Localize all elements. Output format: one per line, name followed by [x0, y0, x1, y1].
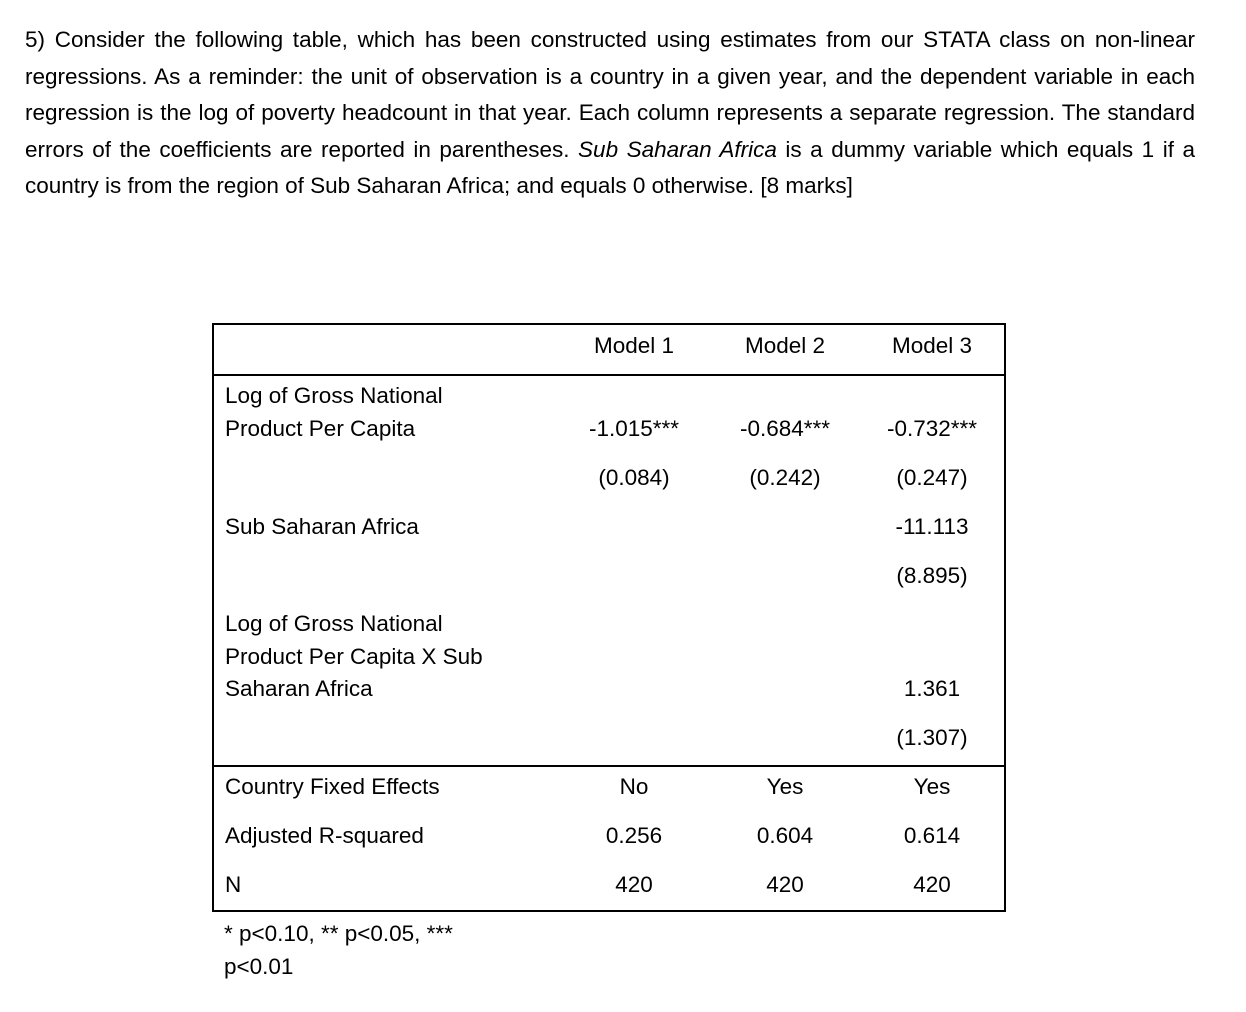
row-label-n: N [225, 872, 242, 897]
question-number: 5) [25, 27, 46, 52]
row-label-log-gnp-2: Product Per Capita [225, 416, 416, 441]
row-label-interaction-2: Product Per Capita X Sub [225, 644, 483, 669]
regression-table [212, 323, 1006, 912]
coef-log-gnp-model-3: -0.732*** [886, 416, 978, 441]
coef-interaction-model-3: 1.361 [903, 676, 961, 701]
stats-rule [214, 765, 1004, 767]
significance-notes [224, 918, 514, 983]
n-model-1: 420 [615, 872, 653, 897]
notes-line-1: * p<0.10, ** p<0.05, *** [224, 921, 453, 946]
se-interaction-model-3: (1.307) [896, 725, 968, 750]
fe-model-3: Yes [913, 774, 951, 799]
row-label-adj-r2: Adjusted R-squared [225, 823, 424, 848]
n-model-3: 420 [913, 872, 951, 897]
adj-r2-model-2: 0.604 [756, 823, 814, 848]
header-model-1: Model 1 [593, 333, 675, 358]
header-model-3: Model 3 [891, 333, 973, 358]
se-log-gnp-model-3: (0.247) [896, 465, 968, 490]
italic-term: Sub Saharan Africa [578, 136, 777, 162]
adj-r2-model-1: 0.256 [605, 823, 663, 848]
coef-log-gnp-model-1: -1.015*** [588, 416, 680, 441]
coef-ssa-model-3: -11.113 [895, 514, 969, 539]
se-ssa-model-3: (8.895) [896, 563, 968, 588]
question-body: Consider the following table, which has been constructed using estimates from our STATA class on non-linear regressions. As a reminder: the unit of observation is a country in a given year, and the dependent variable in each regression is the log of poverty headcount in that year. Each column represents a separate regression. The standard errors of the coefficients are reported in parentheses. [25, 27, 1195, 162]
fe-model-2: Yes [766, 774, 804, 799]
notes-line-2: p<0.01 [224, 953, 294, 979]
question-body-end: is a dummy variable which equals 1 if a country is from the region of Sub Saharan Africa; and equals 0 otherwise. [8 marks] [25, 136, 1195, 199]
coef-log-gnp-model-2: -0.684*** [739, 416, 831, 441]
question-text [25, 22, 1195, 205]
row-label-interaction-3: Saharan Africa [225, 676, 373, 701]
header-model-2: Model 2 [744, 333, 826, 358]
adj-r2-model-3: 0.614 [903, 823, 961, 848]
se-log-gnp-model-2: (0.242) [749, 465, 821, 490]
row-label-ssa: Sub Saharan Africa [225, 514, 419, 539]
row-label-fixed-effects: Country Fixed Effects [225, 774, 440, 799]
se-log-gnp-model-1: (0.084) [598, 465, 670, 490]
n-model-2: 420 [766, 872, 804, 897]
header-rule [214, 374, 1004, 376]
row-label-log-gnp-1: Log of Gross National [225, 383, 443, 408]
row-label-interaction-1: Log of Gross National [225, 611, 443, 636]
fe-model-1: No [619, 774, 649, 799]
